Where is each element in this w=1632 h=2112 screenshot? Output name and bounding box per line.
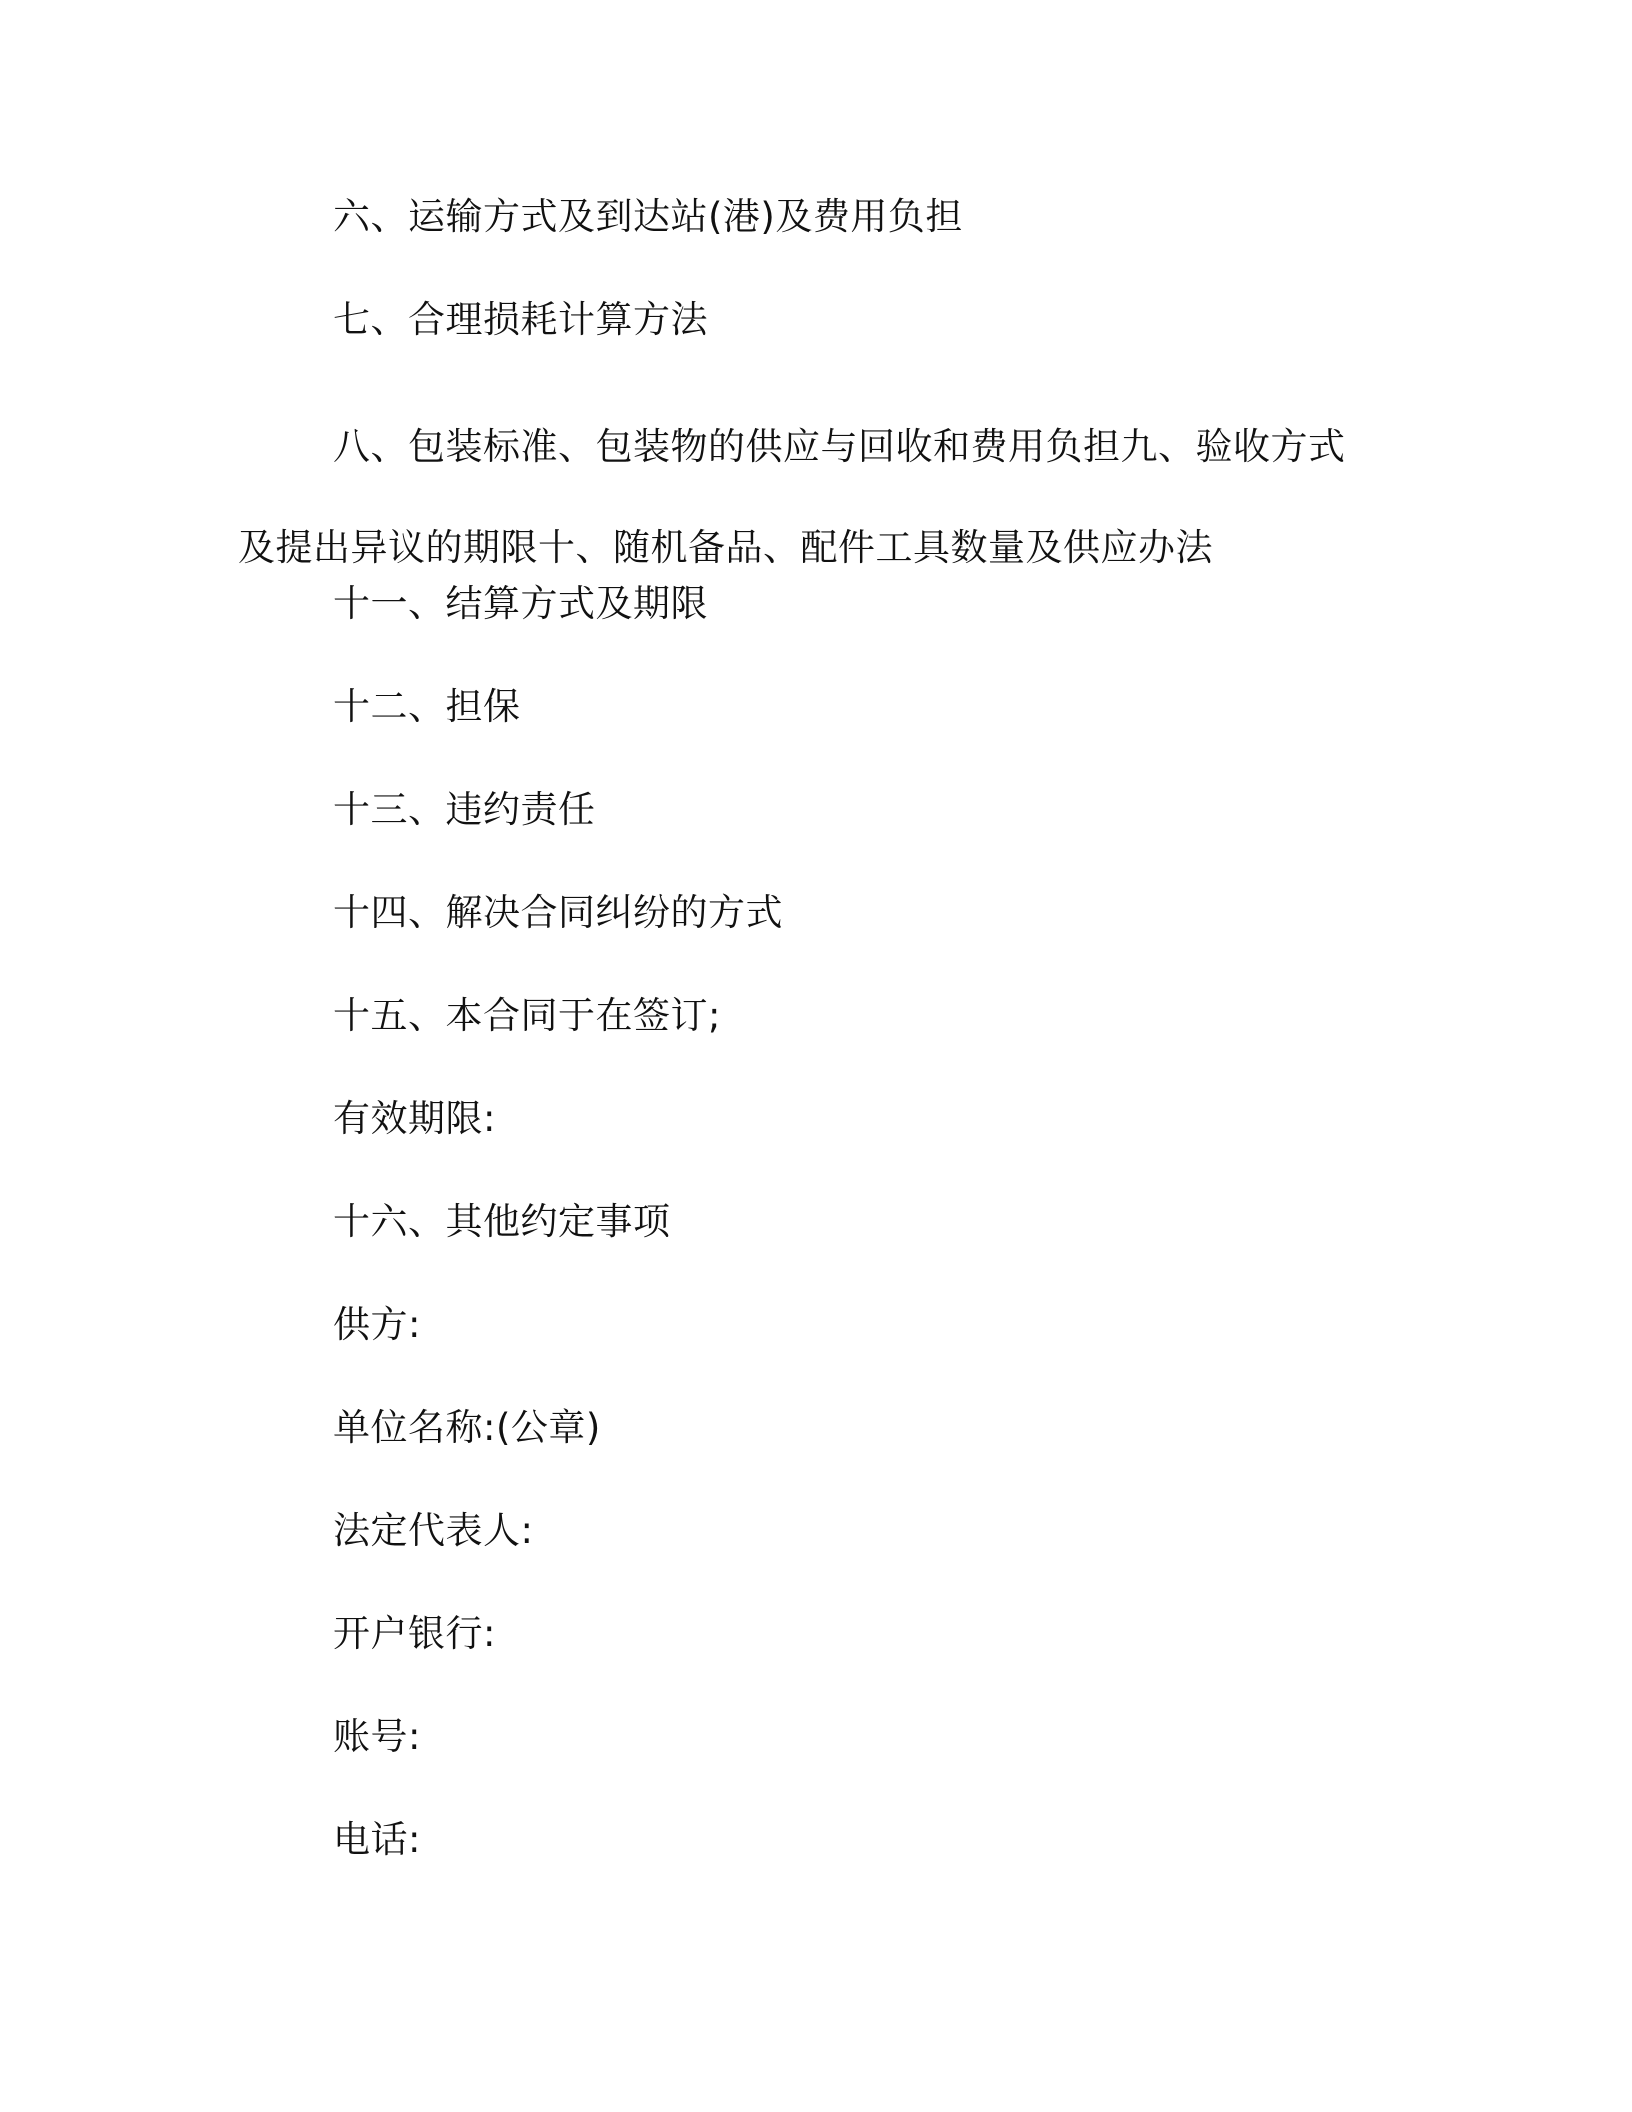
supplier-label: 供方:	[333, 1303, 421, 1346]
unit-name-label: 单位名称:(公章)	[333, 1406, 601, 1449]
clause-12-guarantee: 十二、担保	[333, 685, 521, 728]
phone-label: 电话:	[333, 1818, 421, 1861]
clause-13-liability: 十三、违约责任	[333, 788, 596, 831]
clause-6-transport: 六、运输方式及到达站(港)及费用负担	[333, 195, 963, 238]
clause-7-loss-calculation: 七、合理损耗计算方法	[333, 298, 708, 341]
clause-15-signing: 十五、本合同于在签订;	[333, 994, 721, 1037]
account-label: 账号:	[333, 1715, 421, 1758]
bank-label: 开户银行:	[333, 1612, 496, 1655]
validity-period-label: 有效期限:	[333, 1097, 496, 1140]
legal-representative-label: 法定代表人:	[333, 1509, 534, 1552]
clause-11-settlement: 十一、结算方式及期限	[333, 582, 708, 625]
clause-14-dispute-resolution: 十四、解决合同纠纷的方式	[333, 891, 783, 934]
clause-8-10-packaging-acceptance-spares: 八、包装标准、包装物的供应与回收和费用负担九、验收方式及提出异议的期限十、随机备品、配件工具数量及供应办法	[238, 425, 1346, 569]
clause-16-other-matters: 十六、其他约定事项	[333, 1200, 671, 1243]
